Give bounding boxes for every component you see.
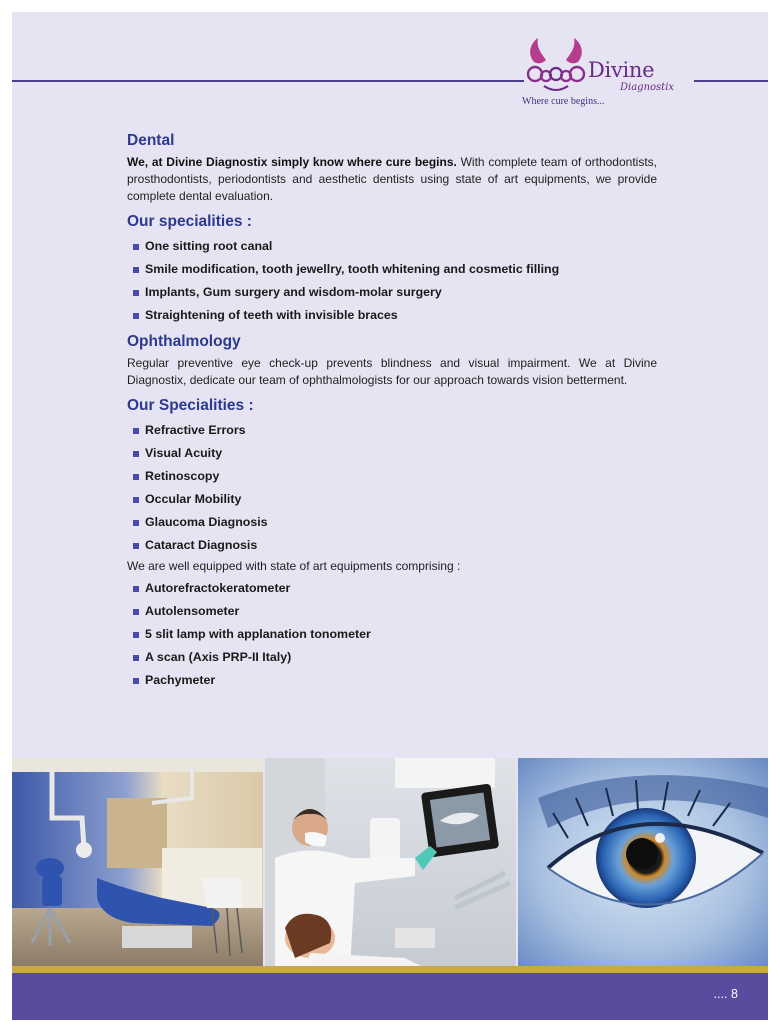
list-item-text: Autolensometer	[145, 604, 240, 618]
dental-heading: Dental	[127, 132, 175, 149]
list-item-text: Pachymeter	[145, 673, 216, 687]
bullet-square-icon	[133, 313, 139, 319]
equipment-list	[127, 577, 657, 692]
eye-closeup-photo	[518, 758, 768, 968]
lotus-logo-icon	[524, 38, 588, 96]
list-item-text: Glaucoma Diagnosis	[145, 515, 268, 529]
bullet-square-icon	[133, 451, 139, 457]
ophthalmology-intro: Regular preventive eye check-up prevents blindness and visual impairment. We at Divine Diagnostix, dedicate our team of ophthalmologists for our approach towards vision betterment.	[127, 356, 657, 387]
ophthalmology-heading: Ophthalmology	[127, 333, 241, 350]
dentist-photo	[265, 758, 516, 968]
brand-tagline: Where cure begins...	[522, 96, 605, 107]
bullet-square-icon	[133, 632, 139, 638]
dental-specialities-heading: Our specialities :	[127, 213, 252, 230]
bullet-square-icon	[133, 428, 139, 434]
bullet-square-icon	[133, 474, 139, 480]
brochure-page	[12, 12, 768, 1020]
list-item-text: Retinoscopy	[145, 469, 220, 483]
bullet-square-icon	[133, 586, 139, 592]
ophthalmology-specialities-list	[127, 419, 657, 557]
list-item-text: Smile modification, tooth jewellry, tooth whitening and cosmetic filling	[145, 262, 560, 276]
list-item-text: Autorefractokeratometer	[145, 581, 291, 595]
equipment-intro: We are well equipped with state of art equipments comprising :	[127, 559, 461, 573]
list-item	[127, 304, 657, 327]
brand-sub: Diagnostix	[620, 82, 675, 93]
list-item-text: One sitting root canal	[145, 239, 273, 253]
brand-logo	[524, 38, 694, 124]
list-item	[127, 258, 657, 281]
list-item	[127, 281, 657, 304]
dental-intro-rest: With complete team of orthodontists, prosthodontists, periodontists and aesthetic dentists using state of art equipments, we provide complete dental evaluation.	[127, 155, 657, 203]
list-item	[127, 577, 657, 600]
list-item	[127, 235, 657, 258]
bullet-square-icon	[133, 267, 139, 273]
bullet-square-icon	[133, 290, 139, 296]
dental-clinic-photo	[12, 758, 263, 968]
list-item	[127, 534, 657, 557]
footer-bar	[12, 973, 768, 1020]
photo-strip	[12, 758, 768, 968]
ophthalmology-specialities-heading: Our Specialities :	[127, 397, 254, 414]
list-item	[127, 511, 657, 534]
list-item-text: Refractive Errors	[145, 423, 246, 437]
list-item-text: Occular Mobility	[145, 492, 242, 506]
list-item	[127, 623, 657, 646]
bullet-square-icon	[133, 543, 139, 549]
dental-intro	[127, 154, 657, 205]
bullet-square-icon	[133, 497, 139, 503]
brand-name: Divine	[588, 58, 655, 82]
list-item-text: A scan (Axis PRP-II Italy)	[145, 650, 292, 664]
list-item	[127, 442, 657, 465]
dental-intro-bold: We, at Divine Diagnostix simply know where cure begins.	[127, 155, 457, 169]
list-item-text: Visual Acuity	[145, 446, 223, 460]
bullet-square-icon	[133, 244, 139, 250]
list-item	[127, 600, 657, 623]
page-number: .... 8	[713, 987, 738, 1001]
bullet-square-icon	[133, 655, 139, 661]
gold-divider	[12, 966, 768, 973]
main-content	[127, 130, 657, 692]
list-item-text: Cataract Diagnosis	[145, 538, 258, 552]
bullet-square-icon	[133, 678, 139, 684]
list-item	[127, 419, 657, 442]
list-item-text: Straightening of teeth with invisible braces	[145, 308, 398, 322]
bullet-square-icon	[133, 520, 139, 526]
list-item-text: Implants, Gum surgery and wisdom-molar surgery	[145, 285, 442, 299]
list-item	[127, 488, 657, 511]
list-item	[127, 465, 657, 488]
bullet-square-icon	[133, 609, 139, 615]
list-item	[127, 646, 657, 669]
list-item-text: 5 slit lamp with applanation tonometer	[145, 627, 371, 641]
dental-specialities-list	[127, 235, 657, 327]
list-item	[127, 669, 657, 692]
